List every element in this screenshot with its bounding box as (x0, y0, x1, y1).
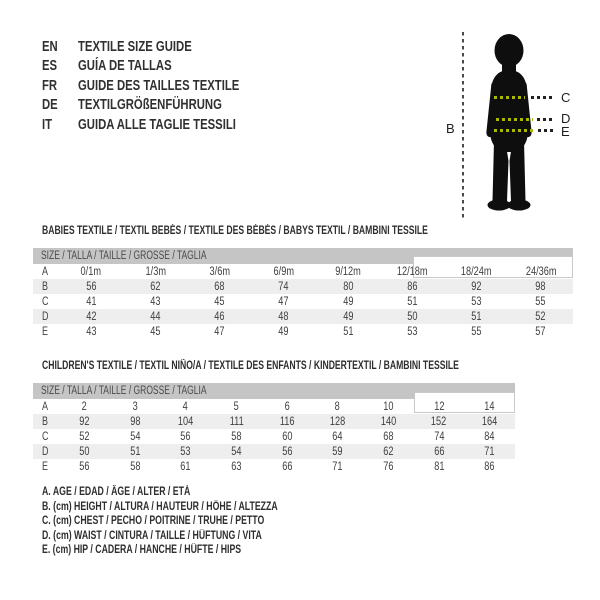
table-cell-text: 50 (79, 445, 90, 458)
table-cell (363, 446, 414, 458)
height-guide-line (462, 32, 464, 218)
table-cell (188, 326, 252, 338)
table-cell-text: 41 (85, 295, 97, 308)
table-cell (414, 401, 465, 413)
table-cell (363, 431, 414, 443)
table-cell-text: 56 (79, 460, 90, 473)
table-cell (445, 311, 509, 323)
row-label-text: E (42, 325, 48, 338)
row-label (33, 281, 59, 293)
babies-size-table (33, 248, 573, 339)
legend-line (42, 501, 352, 516)
table-cell (262, 431, 313, 443)
table-cell (445, 281, 509, 293)
table-row (33, 294, 573, 309)
legend-line (42, 486, 352, 501)
language-title: TEXTILE SIZE GUIDE (78, 38, 192, 55)
table-cell (312, 446, 363, 458)
table-cell (509, 281, 573, 293)
language-code: ES (42, 58, 58, 75)
table-cell (509, 326, 573, 338)
table-cell-text: 4 (183, 400, 189, 413)
table-cell (211, 446, 262, 458)
table-row (33, 459, 515, 474)
table-cell-text: 152 (431, 415, 447, 428)
table-cell (445, 266, 509, 278)
table-cell-text: 116 (279, 415, 295, 428)
table-cell-text: 76 (383, 460, 394, 473)
table-cell-text: 52 (535, 310, 546, 323)
table-cell (509, 296, 573, 308)
table-cell (160, 461, 211, 473)
table-cell (252, 281, 316, 293)
table-cell (59, 281, 123, 293)
table-row (33, 444, 515, 459)
table-cell-text: 44 (150, 310, 161, 323)
table-row (33, 309, 573, 324)
table-cell (59, 416, 110, 428)
table-cell (252, 296, 316, 308)
table-cell-text: 66 (281, 460, 293, 473)
size-table-header-text: SIZE / TALLA / TAILLE / GRÖSSE / TAGLIA (41, 385, 207, 397)
table-cell-text: 56 (180, 430, 191, 443)
table-cell-text: 71 (484, 445, 495, 458)
row-label (33, 266, 59, 278)
table-cell-text: 52 (79, 430, 90, 443)
table-cell (188, 266, 252, 278)
table-cell-text: 47 (214, 325, 225, 338)
table-cell-text: 53 (180, 445, 191, 458)
row-label (33, 431, 59, 443)
table-cell-text: 3/6m (209, 265, 230, 278)
table-cell-text: 45 (214, 295, 225, 308)
table-cell (262, 416, 313, 428)
table-cell (160, 416, 211, 428)
table-cell (59, 296, 123, 308)
table-cell-text: 56 (85, 280, 97, 293)
table-cell (59, 446, 110, 458)
table-cell (252, 266, 316, 278)
measurement-legend (42, 486, 352, 559)
table-cell (464, 416, 515, 428)
table-cell (414, 431, 465, 443)
legend-line-text: D. (cm) WAIST / CINTURA / TAILLE / HÜFTUNG / VITA (42, 529, 262, 542)
table-cell (445, 326, 509, 338)
legend-line-text: C. (cm) CHEST / PECHO / POITRINE / TRUHE / PETTO (42, 515, 265, 528)
table-cell-text: 49 (278, 325, 289, 338)
table-cell-text: 58 (129, 460, 141, 473)
table-cell (414, 416, 465, 428)
table-cell (252, 311, 316, 323)
table-cell (464, 401, 515, 413)
table-cell-text: 6/9m (273, 265, 295, 278)
table-cell-text: 84 (484, 430, 495, 443)
table-cell-text: 80 (342, 280, 354, 293)
table-cell (211, 401, 262, 413)
table-cell-text: 74 (433, 430, 445, 443)
table-cell (123, 311, 187, 323)
table-cell-text: 140 (380, 415, 397, 428)
table-cell-text: 128 (329, 415, 346, 428)
table-row (33, 324, 573, 339)
table-cell (464, 431, 515, 443)
table-cell-text: 60 (281, 430, 293, 443)
row-label-text: A (42, 265, 48, 278)
table-cell (110, 461, 161, 473)
table-cell-text: 5 (233, 400, 239, 413)
children-section-title-text: CHILDREN'S TEXTILE / TEXTIL NIÑO/A / TEXTILE DES ENFANTS / KINDERTEXTIL / BAMBINI TESSILE (42, 360, 459, 372)
table-cell (211, 416, 262, 428)
table-cell (160, 431, 211, 443)
table-cell-text: 63 (231, 460, 242, 473)
table-cell-text: 47 (278, 295, 289, 308)
row-label-text: D (42, 445, 49, 458)
table-cell-text: 48 (278, 310, 289, 323)
row-label (33, 401, 59, 413)
table-cell-text: 58 (231, 430, 242, 443)
legend-line (42, 530, 352, 545)
legend-line-text: E. (cm) HIP / CADERA / HANCHE / HÜFTE / HIPS (42, 544, 242, 557)
table-cell-text: 55 (471, 325, 482, 338)
table-cell (316, 326, 380, 338)
table-cell (59, 461, 110, 473)
table-cell (211, 461, 262, 473)
table-cell (59, 266, 123, 278)
row-label-text: B (42, 280, 48, 293)
row-label (33, 311, 59, 323)
table-cell (509, 311, 573, 323)
table-cell-text: 104 (177, 415, 194, 428)
table-cell-text: 53 (407, 325, 418, 338)
legend-line-text: A. AGE / EDAD / ÂGE / ALTER / ETÀ (42, 486, 191, 498)
table-cell-text: 51 (407, 295, 418, 308)
table-cell-text: 51 (129, 445, 141, 458)
waist-line-leader (537, 118, 554, 121)
language-code: EN (42, 38, 58, 55)
table-cell-text: 2 (81, 400, 87, 413)
babies-section-title (42, 225, 557, 237)
table-cell (312, 461, 363, 473)
table-cell-text: 49 (342, 310, 354, 323)
language-code: DE (42, 97, 58, 114)
table-row (33, 414, 515, 429)
table-cell-text: 86 (484, 460, 495, 473)
language-code: FR (42, 77, 58, 94)
table-cell-text: 9/12m (335, 265, 361, 278)
table-cell (110, 446, 161, 458)
table-row (33, 264, 573, 279)
table-cell-text: 71 (332, 460, 343, 473)
table-cell (123, 281, 187, 293)
table-cell (380, 266, 444, 278)
table-row (33, 399, 515, 414)
table-cell-text: 0/1m (80, 265, 102, 278)
table-cell-text: 66 (433, 445, 445, 458)
height-label: B (446, 121, 455, 136)
table-cell-text: 68 (383, 430, 394, 443)
children-section-title (42, 360, 598, 372)
table-cell (316, 266, 380, 278)
table-cell (188, 311, 252, 323)
table-row (33, 429, 515, 444)
row-label-text: D (42, 310, 49, 323)
table-cell-text: 56 (281, 445, 293, 458)
table-cell (123, 296, 187, 308)
table-cell-text: 92 (471, 280, 482, 293)
table-cell-text: 50 (407, 310, 418, 323)
table-cell (312, 401, 363, 413)
table-cell (464, 446, 515, 458)
table-cell-text: 59 (332, 445, 343, 458)
table-cell-text: 62 (383, 445, 394, 458)
table-cell (188, 281, 252, 293)
table-cell-text: 46 (214, 310, 225, 323)
table-cell-text: 42 (85, 310, 97, 323)
legend-line-text: B. (cm) HEIGHT / ALTURA / HAUTEUR / HÖHE / ALTEZZA (42, 500, 278, 513)
table-cell-text: 54 (231, 445, 242, 458)
row-label-text: E (42, 460, 48, 473)
table-cell (252, 326, 316, 338)
table-cell (312, 416, 363, 428)
chest-line-leader (531, 96, 553, 99)
table-cell (211, 431, 262, 443)
table-cell-text: 18/24m (461, 265, 492, 278)
table-cell-text: 14 (484, 400, 495, 413)
table-cell (123, 266, 187, 278)
language-title: GUÍA DE TALLAS (78, 58, 172, 75)
hip-line-on-body (494, 129, 535, 132)
language-title: GUIDE DES TAILLES TEXTILE (78, 77, 240, 94)
table-cell-text: 111 (229, 415, 244, 428)
table-cell-text: 45 (150, 325, 161, 338)
table-cell-text: 164 (481, 415, 498, 428)
waist-label: D (561, 111, 571, 126)
table-cell (59, 431, 110, 443)
table-cell-text: 98 (129, 415, 141, 428)
chest-label: C (561, 90, 571, 105)
legend-line (42, 544, 352, 559)
table-cell (110, 401, 161, 413)
table-cell-text: 43 (85, 325, 97, 338)
table-cell (380, 296, 444, 308)
table-cell (188, 296, 252, 308)
table-cell (59, 311, 123, 323)
table-cell-text: 68 (214, 280, 225, 293)
chest-line-on-body (494, 96, 525, 99)
table-cell-text: 51 (471, 310, 482, 323)
table-cell (380, 326, 444, 338)
row-label (33, 416, 59, 428)
table-cell-text: 3 (132, 400, 138, 413)
table-cell (110, 416, 161, 428)
table-cell (414, 461, 465, 473)
table-cell-text: 12/18m (397, 265, 428, 278)
table-cell (316, 311, 380, 323)
table-cell-text: 12 (433, 400, 445, 413)
table-cell-text: 49 (342, 295, 354, 308)
measurement-figure (0, 0, 600, 230)
language-title: GUIDA ALLE TAGLIE TESSILI (78, 116, 236, 133)
table-cell (445, 296, 509, 308)
row-label (33, 326, 59, 338)
babies-section-title-text: BABIES TEXTILE / TEXTIL BEBÉS / TEXTILE DES BÉBÉS / BABYS TEXTIL / BAMBINI TESSILE (42, 225, 428, 237)
row-label-text: B (42, 415, 48, 428)
table-cell-text: 6 (284, 400, 290, 413)
size-table-header-text: SIZE / TALLA / TAILLE / GRÖSSE / TAGLIA (41, 250, 207, 262)
table-cell-text: 24/36m (525, 265, 557, 278)
table-cell (509, 266, 573, 278)
table-cell (363, 461, 414, 473)
table-cell-text: 57 (535, 325, 546, 338)
table-cell-text: 62 (150, 280, 161, 293)
table-cell (316, 296, 380, 308)
table-cell (262, 401, 313, 413)
table-cell-text: 8 (335, 400, 341, 413)
table-cell-text: 81 (433, 460, 445, 473)
table-cell (380, 311, 444, 323)
legend-line (42, 515, 352, 530)
table-cell (464, 461, 515, 473)
table-cell (363, 416, 414, 428)
table-cell (160, 401, 211, 413)
table-cell-text: 61 (180, 460, 191, 473)
table-cell (262, 446, 313, 458)
table-cell (160, 446, 211, 458)
table-cell-text: 64 (332, 430, 343, 443)
child-silhouette-icon (485, 33, 543, 217)
row-label-text: C (42, 430, 49, 443)
table-row (33, 279, 573, 294)
table-cell-text: 55 (535, 295, 546, 308)
table-cell-text: 10 (383, 400, 394, 413)
children-size-table (33, 383, 515, 474)
waist-line-on-body (496, 118, 533, 121)
row-label-text: A (42, 400, 48, 413)
table-cell-text: 43 (150, 295, 161, 308)
row-label (33, 446, 59, 458)
table-cell (59, 401, 110, 413)
row-label (33, 461, 59, 473)
table-cell (363, 401, 414, 413)
table-cell (123, 326, 187, 338)
table-cell-text: 1/3m (145, 265, 166, 278)
table-cell (316, 281, 380, 293)
table-cell-text: 74 (278, 280, 289, 293)
table-cell-text: 92 (79, 415, 90, 428)
table-cell (59, 326, 123, 338)
row-label (33, 296, 59, 308)
table-cell (262, 461, 313, 473)
table-cell (312, 431, 363, 443)
language-title: TEXTILGRÖßENFÜHRUNG (78, 97, 222, 114)
table-cell (380, 281, 444, 293)
language-code: IT (42, 116, 53, 133)
table-cell-text: 86 (407, 280, 418, 293)
table-cell-text: 54 (129, 430, 141, 443)
hip-line-leader (538, 129, 554, 132)
hip-label: E (561, 124, 570, 139)
table-cell (110, 431, 161, 443)
table-cell-text: 51 (342, 325, 354, 338)
table-cell-text: 98 (535, 280, 546, 293)
table-cell-text: 53 (471, 295, 482, 308)
row-label-text: C (42, 295, 49, 308)
table-cell (414, 446, 465, 458)
